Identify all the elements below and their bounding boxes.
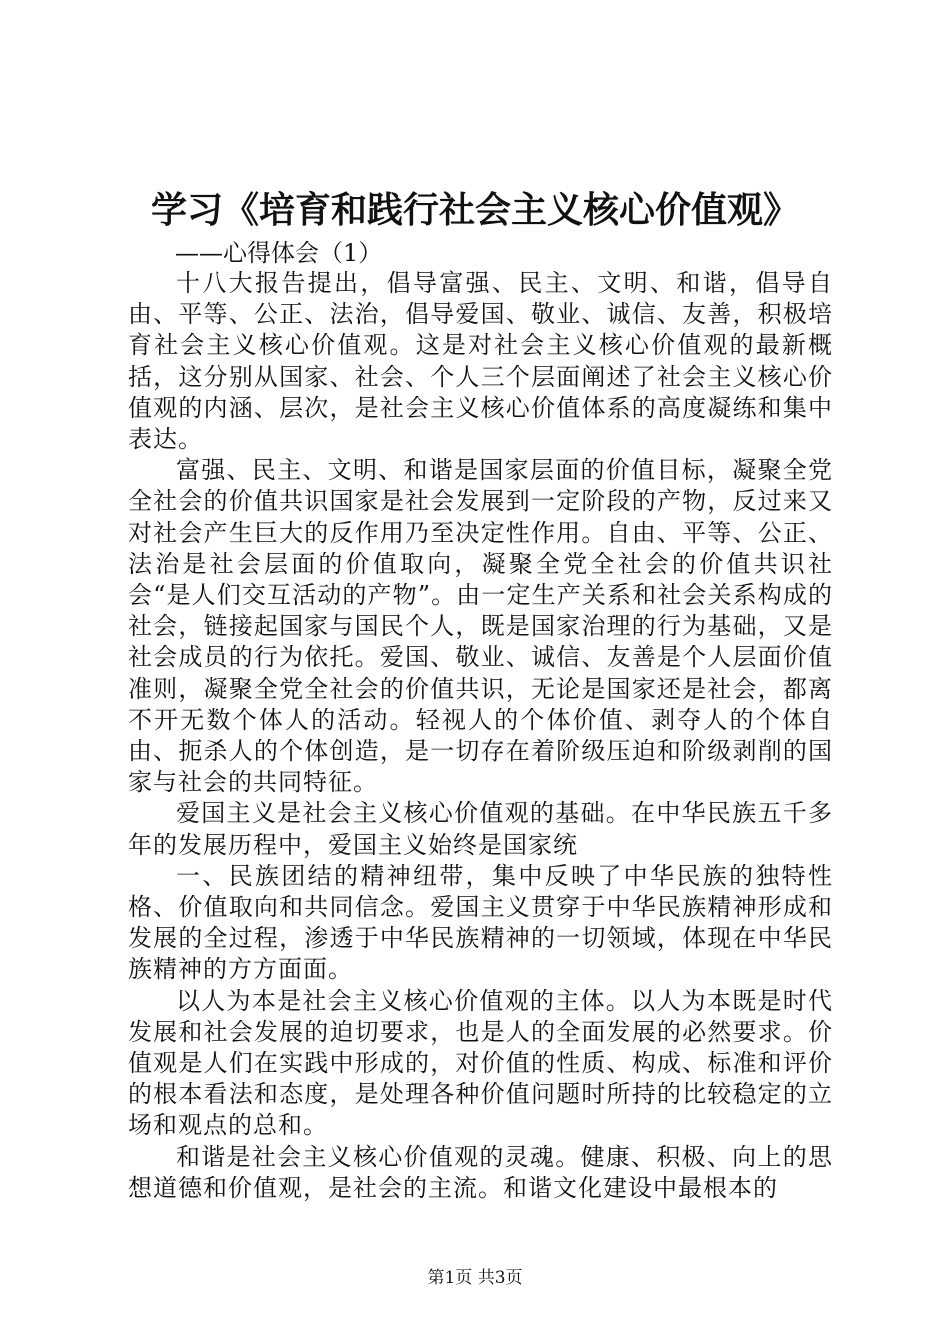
document-subtitle: ——心得体会（1） bbox=[175, 239, 383, 267]
paragraph: 和谐是社会主义核心价值观的灵魂。健康、积极、向上的思想道德和价值观，是社会的主流。和谐文化建设中最根本的 bbox=[128, 1142, 833, 1202]
paragraph: 十八大报告提出，倡导富强、民主、文明、和谐，倡导自由、平等、公正、法治，倡导爱国、敬业、诚信、友善，积极培育社会主义核心价值观。这是对社会主义核心价值观的最新概括，这分别从国家、社会、个人三个层面阐述了社会主义核心价值观的内涵、层次，是社会主义核心价值体系的高度凝练和集中表达。 bbox=[128, 269, 833, 454]
document-title: 学习《培育和践行社会主义核心价值观》 bbox=[150, 189, 799, 231]
page-number-footer: 第1页 共3页 bbox=[427, 1268, 523, 1288]
paragraph: 一、民族团结的精神纽带，集中反映了中华民族的独特性格、价值取向和共同信念。爱国主义贯穿于中华民族精神形成和发展的全过程，渗透于中华民族精神的一切领域，体现在中华民族精神的方方面面。 bbox=[128, 861, 833, 984]
document-body bbox=[128, 268, 833, 1204]
paragraph: 爱国主义是社会主义核心价值观的基础。在中华民族五千多年的发展历程中，爱国主义始终是国家统 bbox=[128, 799, 833, 859]
paragraph: 富强、民主、文明、和谐是国家层面的价值目标，凝聚全党全社会的价值共识国家是社会发展到一定阶段的产物，反过来又对社会产生巨大的反作用乃至决定性作用。自由、平等、公正、法治是社会层面的价值取向，凝聚全党全社会的价值共识社会“是人们交互活动的产物”。由一定生产关系和社会关系构成的社会，链接起国家与国民个人，既是国家治理的行为基础，又是社会成员的行为依托。爱国、敬业、诚信、友善是个人层面价值准则，凝聚全党全社会的价值共识，无论是国家还是社会，都离不开无数个体人的活动。轻视人的个体价值、剥夺人的个体自由、扼杀人的个体创造，是一切存在着阶级压迫和阶级剥削的国家与社会的共同特征。 bbox=[128, 456, 833, 797]
paragraph: 以人为本是社会主义核心价值观的主体。以人为本既是时代发展和社会发展的迫切要求，也是人的全面发展的必然要求。价值观是人们在实践中形成的，对价值的性质、构成、标准和评价的根本看法和态度，是处理各种价值问题时所持的比较稳定的立场和观点的总和。 bbox=[128, 986, 833, 1140]
